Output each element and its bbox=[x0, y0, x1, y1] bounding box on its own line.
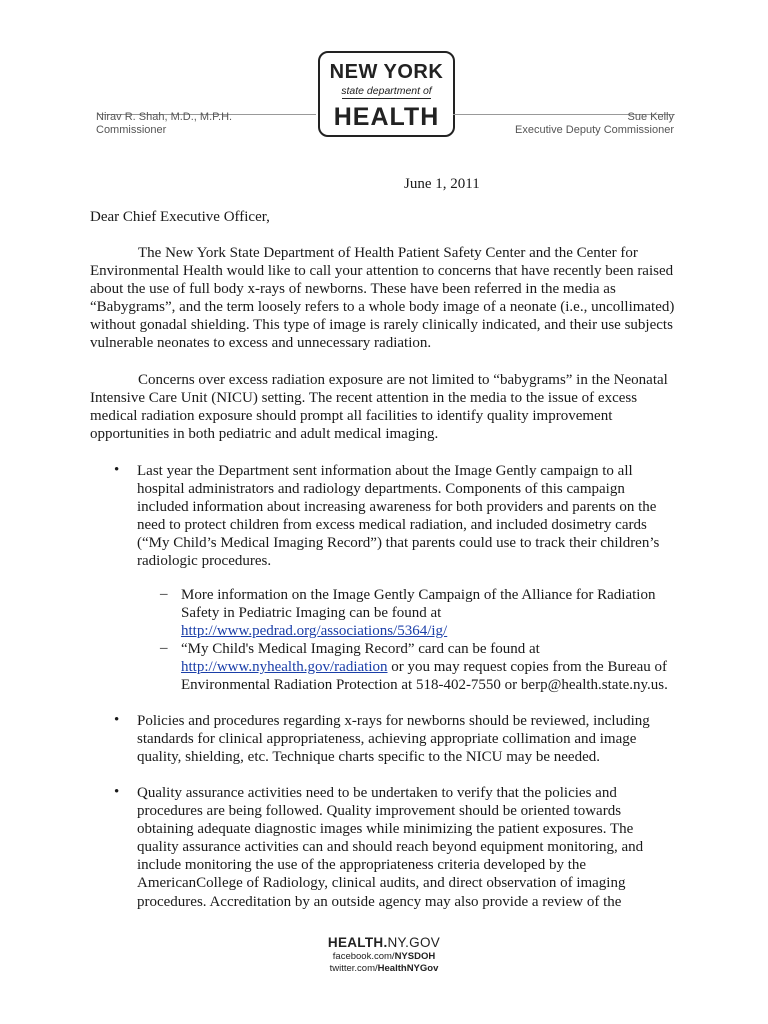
paragraph-concerns-text: Concerns over excess radiation exposure are not limited to “babygrams” in the Neonatal Intensive Care Unit (NICU) setting. The recent attention in the media to the issue of excess medical radiation exposure should prompt all facilities to identify quality improvement opportunities in both pediatric and adult medical imaging. bbox=[90, 372, 668, 443]
facebook-handle: NYSDOH bbox=[394, 951, 436, 962]
sub-item-campaign-text: More information on the Image Gently Campaign of the Alliance for Radiation Safety in Pediatric Imaging can be found at bbox=[181, 587, 656, 622]
sub-item-record-text: “My Child's Medical Imaging Record” card can be found at bbox=[181, 641, 540, 657]
bullet-quality-assurance: Quality assurance activities need to be undertaken to verify that the policies and procedures are being followed. Quality improvement should be oriented towards obtaining adequate diagnostic images while minimizing the patient exposures. The quality assurance activities can and should reach beyond equipment monitoring, and include monitoring the use of the appropriateness criteria developed by the AmericanCollege of Radiology, clinical audits, and direct observation of imaging procedures. Accreditation by an outside agency may also provide a review of the bbox=[137, 785, 644, 910]
logo-divider bbox=[342, 98, 431, 99]
pedrad-link[interactable]: http://www.pedrad.org/associations/5364/ig/ bbox=[181, 623, 448, 640]
footer bbox=[0, 935, 768, 975]
sub-item-record-card bbox=[181, 640, 681, 694]
bullet-marker: • bbox=[114, 712, 120, 728]
bullet-policies: Policies and procedures regarding x-rays for newborns should be reviewed, including standards for clinical appropriateness, achieving appropriate collimation and image quality, shielding, etc. Technique charts specific to the NICU may be needed. bbox=[137, 713, 650, 766]
bullet-marker: • bbox=[114, 462, 120, 478]
twitter-handle: HealthNYGov bbox=[377, 963, 439, 974]
sub-item-record-contact: or you may request copies from the Bureau of Environmental Radiation Protection at 518-402-7550 or berp@health.state.ny.us. bbox=[181, 659, 668, 694]
dash-marker: – bbox=[160, 640, 168, 656]
deputy-title: Executive Deputy Commissioner bbox=[515, 124, 674, 136]
nys-health-logo bbox=[318, 51, 455, 137]
facebook-prefix: facebook.com/ bbox=[332, 951, 395, 962]
sub-item-campaign-info bbox=[181, 586, 681, 640]
letter-date: June 1, 2011 bbox=[404, 176, 480, 192]
footer-site-bold: HEALTH. bbox=[327, 935, 388, 950]
dash-marker: – bbox=[160, 586, 168, 602]
paragraph-intro bbox=[90, 244, 680, 353]
deputy-commissioner-block bbox=[515, 111, 674, 137]
paragraph-intro-text: The New York State Department of Health Patient Safety Center and the Center for Environmental Health would like to call your attention to concerns that have recently been raised about the use of full body x-rays of newborns. These have been referred in the media as “Babygrams”, and the term loosely refers to a whole body image of a neonate (i.e., uncollimated) without gonadal shielding. This type of image is rarely clinically indicated, and their use subjects vulnerable neonates to excess and unnecessary radiation. bbox=[90, 245, 675, 352]
deputy-name: Sue Kelly bbox=[627, 111, 674, 123]
twitter-prefix: twitter.com/ bbox=[329, 963, 378, 974]
commissioner-block bbox=[96, 111, 232, 137]
commissioner-name: Nirav R. Shah, M.D., M.P.H. bbox=[96, 111, 233, 123]
nyhealth-radiation-link[interactable]: http://www.nyhealth.gov/radiation bbox=[181, 659, 388, 676]
paragraph-concerns bbox=[90, 371, 680, 443]
footer-site-rest: NY.GOV bbox=[387, 935, 441, 950]
logo-line-new-york: NEW YORK bbox=[329, 61, 444, 83]
logo-line-state-department: state department of bbox=[341, 85, 432, 97]
logo-line-health: HEALTH bbox=[333, 103, 440, 131]
commissioner-title: Commissioner bbox=[96, 124, 167, 136]
bullet-image-gently: Last year the Department sent information about the Image Gently campaign to all hospital administrators and radiology departments. Components of this campaign included information about increasing awareness for both providers and parents on the need to protect children from excess medical radiation, and included dosimetry cards (“My Child’s Medical Imaging Record”) that parents could use to track their children’s radiologic procedures. bbox=[137, 463, 660, 570]
footer-facebook bbox=[0, 951, 768, 963]
salutation: Dear Chief Executive Officer, bbox=[90, 209, 270, 225]
bullet-marker: • bbox=[114, 784, 120, 800]
footer-twitter bbox=[0, 963, 768, 975]
footer-website bbox=[0, 935, 768, 951]
